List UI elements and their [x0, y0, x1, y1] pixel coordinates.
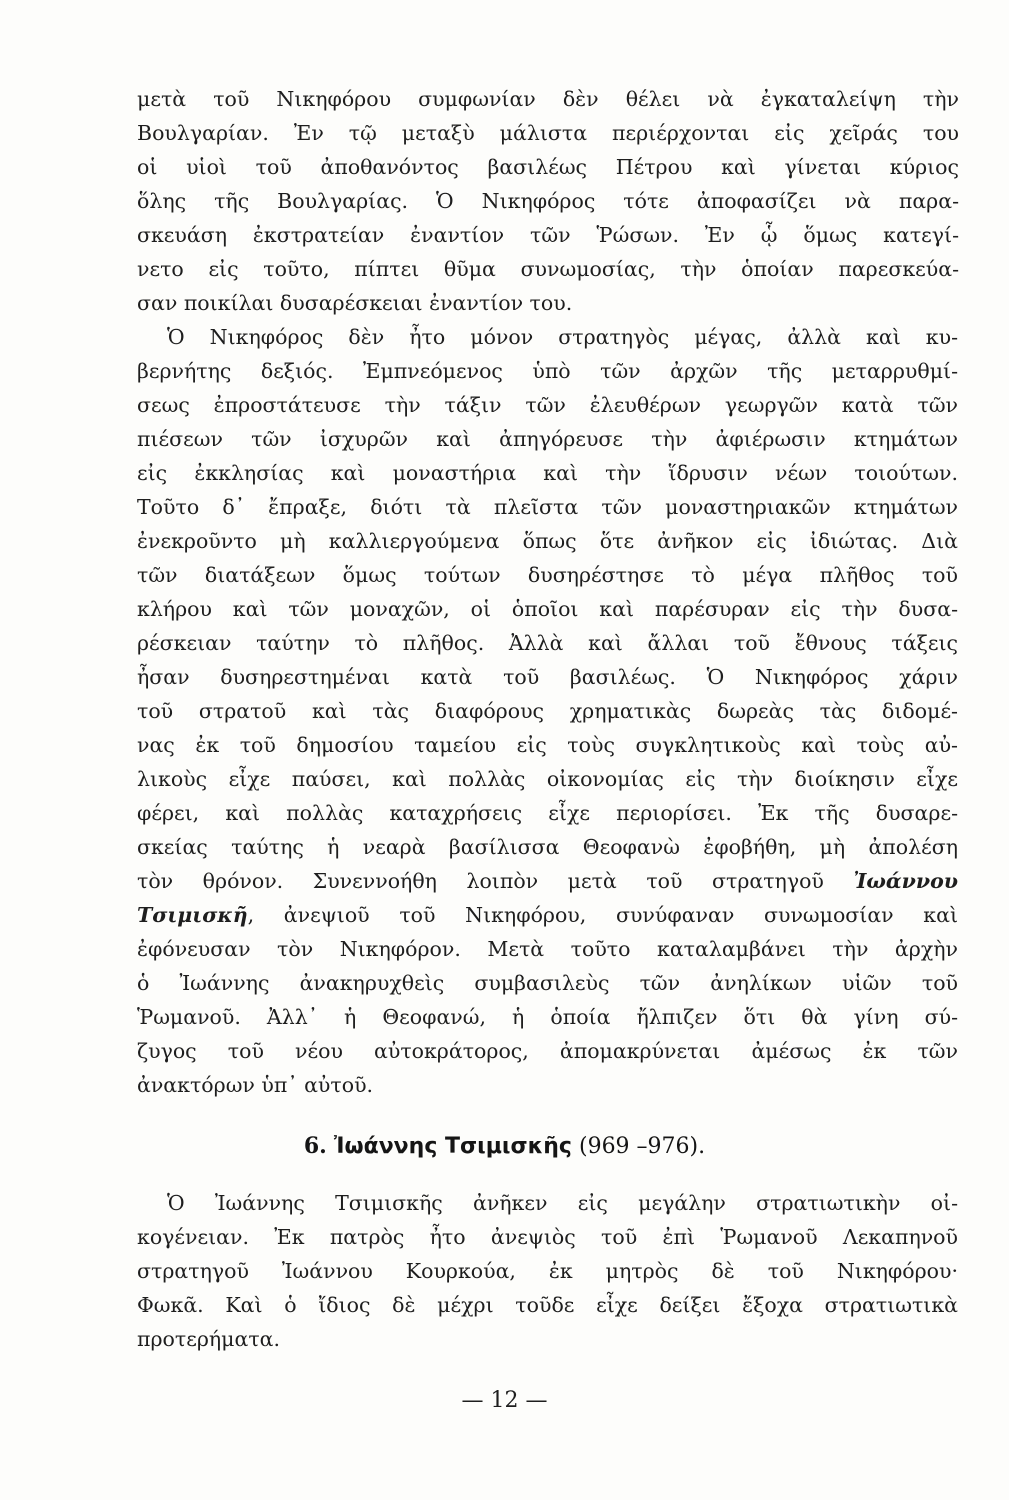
text-line: πιέσεων τῶν ἰσχυρῶν καὶ ἀπηγόρευσε τὴν ἀφιέρωσιν κτημάτων	[137, 427, 958, 451]
text-line: ἦσαν δυσηρεστημέναι κατὰ τοῦ βασιλέως. Ὁ Νικηφόρος χάριν	[137, 665, 958, 689]
text-line: τῶν διατάξεων ὅμως τούτων δυσηρέστησε τὸ μέγα πλῆθος τοῦ	[137, 563, 958, 587]
text-line: ὅλης τῆς Βουλγαρίας. Ὁ Νικηφόρος τότε ἀποφασίζει νὰ παρα-	[137, 189, 959, 213]
section-heading	[0, 1126, 1009, 1166]
text-line: νετο εἰς τοῦτο, πίπτει θῦμα συνωμοσίας, τὴν ὁποίαν παρεσκεύα-	[137, 257, 959, 281]
text-line: ζυγος τοῦ νέου αὐτοκράτορος, ἀπομακρύνεται ἀμέσως ἐκ τῶν	[137, 1039, 958, 1063]
page-number: — 12 —	[461, 1388, 548, 1413]
text-line: Τοῦτο δ᾿ ἔπραξε, διότι τὰ πλεῖστα τῶν μοναστηριακῶν κτημάτων	[137, 495, 958, 519]
text-line: κλήρου καὶ τῶν μοναχῶν, οἱ ὁποῖοι καὶ παρέσυραν εἰς τὴν δυσα-	[137, 597, 958, 621]
section-title: Ἰωάννης Τσιμισκῆς	[333, 1134, 572, 1159]
section-number: 6.	[303, 1133, 327, 1159]
text-line: προτερήματα.	[137, 1327, 281, 1351]
text-line: σαν ποικίλαι δυσαρέσκειαι ἐναντίον του.	[137, 291, 573, 315]
text-line: σκείας ταύτης ἡ νεαρὰ βασίλισσα Θεοφανὼ ἐφοβήθη, μὴ ἀπολέση	[137, 835, 958, 859]
text-line: νας ἐκ τοῦ δημοσίου ταμείου εἰς τοὺς συγκλητικοὺς καὶ τοὺς αὐ-	[137, 733, 958, 757]
text-line: εἰς ἐκκλησίας καὶ μοναστήρια καὶ τὴν ἵδρυσιν νέων τοιούτων.	[137, 461, 958, 485]
text-line: τοῦ στρατοῦ καὶ τὰς διαφόρους χρηματικὰς δωρεὰς τὰς διδομέ-	[137, 699, 958, 723]
text-line: Ῥωμανοῦ. Ἀλλ᾿ ἡ Θεοφανώ, ἡ ὁποία ἤλπιζεν ὅτι θὰ γίνη σύ-	[137, 1005, 958, 1029]
text-line: ἐνεκροῦντο μὴ καλλιεργούμενα ὅπως ὅτε ἀνῆκον εἰς ἰδιώτας. Διὰ	[137, 529, 958, 553]
text-line: Φωκᾶ. Καὶ ὁ ἴδιος δὲ μέχρι τοῦδε εἶχε δείξει ἔξοχα στρατιωτικὰ	[137, 1293, 958, 1317]
text-line: βερνήτης δεξιός. Ἐμπνεόμενος ὑπὸ τῶν ἀρχῶν τῆς μεταρρυθμί-	[137, 359, 958, 383]
text-line: Ὁ Ἰωάννης Τσιμισκῆς ἀνῆκεν εἰς μεγάλην στρατιωτικὴν οἰ-	[167, 1191, 958, 1215]
text-line-with-emphasis	[137, 898, 958, 932]
text-line: λικοὺς εἶχε παύσει, καὶ πολλὰς οἰκονομίας εἰς τὴν διοίκησιν εἶχε	[137, 767, 958, 791]
text-line: ἀνακτόρων ὑπ᾿ αὐτοῦ.	[137, 1073, 374, 1097]
text-line: ἐφόνευσαν τὸν Νικηφόρον. Μετὰ τοῦτο καταλαμβάνει τὴν ἀρχὴν	[137, 937, 958, 961]
text-line: Ὁ Νικηφόρος δὲν ἦτο μόνον στρατηγὸς μέγας, ἀλλὰ καὶ κυ-	[167, 325, 958, 349]
text-span: , ἀνεψιοῦ τοῦ Νικηφόρου, συνύφαναν συνωμοσίαν καὶ	[247, 903, 958, 927]
text-span: τὸν θρόνον. Συνεννοήθη λοιπὸν μετὰ τοῦ στρατηγοῦ	[137, 869, 824, 893]
text-line: κογένειαν. Ἐκ πατρὸς ἦτο ἀνεψιὸς τοῦ ἐπὶ Ῥωμανοῦ Λεκαπηνοῦ	[137, 1225, 958, 1249]
text-line: ὁ Ἰωάννης ἀνακηρυχθεὶς συμβασιλεὺς τῶν ἀνηλίκων υἱῶν τοῦ	[137, 971, 958, 995]
emphasized-name: Τσιμισκῆ	[137, 903, 248, 927]
section-years: (969 –976).	[578, 1134, 706, 1159]
text-line: ρέσκειαν ταύτην τὸ πλῆθος. Ἀλλὰ καὶ ἄλλαι τοῦ ἔθνους τάξεις	[137, 631, 958, 655]
text-line: στρατηγοῦ Ἰωάννου Κουρκούα, ἐκ μητρὸς δὲ τοῦ Νικηφόρου·	[137, 1259, 958, 1283]
text-line: σεως ἐπροστάτευσε τὴν τάξιν τῶν ἐλευθέρων γεωργῶν κατὰ τῶν	[137, 393, 958, 417]
text-line: μετὰ τοῦ Νικηφόρου συμφωνίαν δὲν θέλει νὰ ἐγκαταλείψη τὴν	[137, 87, 959, 111]
text-line: Βουλγαρίαν. Ἐν τῷ μεταξὺ μάλιστα περιέρχονται εἰς χεῖράς του	[137, 121, 959, 145]
text-line: φέρει, καὶ πολλὰς καταχρήσεις εἶχε περιορίσει. Ἐκ τῆς δυσαρε-	[137, 801, 958, 825]
text-line: οἱ υἱοὶ τοῦ ἀποθανόντος βασιλέως Πέτρου καὶ γίνεται κύριος	[137, 155, 959, 179]
emphasized-name: Ἰωάννου	[853, 869, 958, 893]
text-line-with-emphasis	[137, 864, 958, 898]
text-line: σκευάση ἐκστρατείαν ἐναντίον τῶν Ῥώσων. Ἐν ᾧ ὅμως κατεγί-	[137, 223, 959, 247]
